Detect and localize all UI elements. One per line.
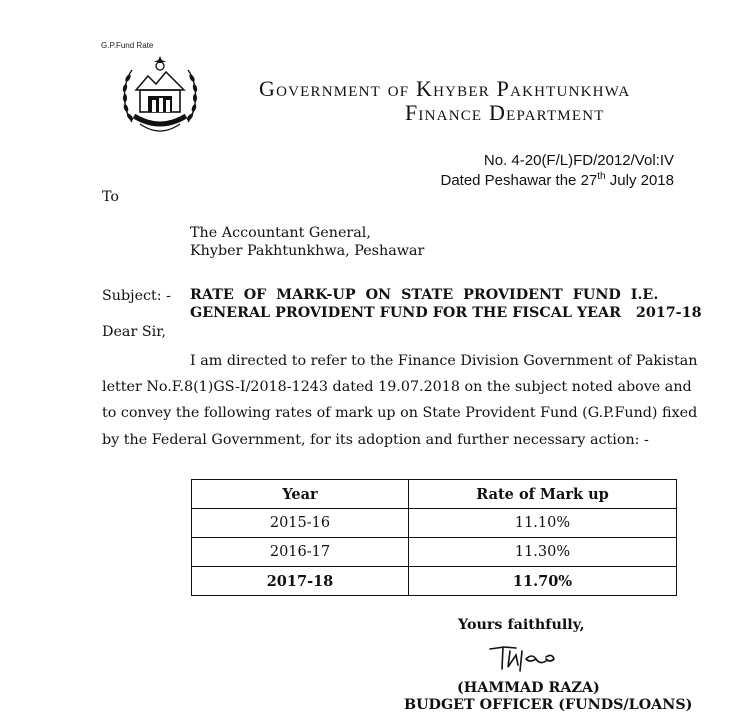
salutation: Dear Sir, (102, 324, 167, 340)
markup-rates-table (191, 479, 677, 596)
table-header-row (192, 480, 677, 509)
body-line-3: to convey the following rates of mark up on State Provident Fund (G.P.Fund) fixed (102, 405, 698, 421)
cell-year: 2015-16 (192, 509, 409, 538)
letter-date (440, 171, 674, 189)
signatory-designation: BUDGET OFFICER (FUNDS/LOANS) (404, 697, 693, 713)
kp-government-emblem (118, 52, 202, 144)
cell-rate: 11.10% (409, 509, 677, 538)
recipient-line-1: The Accountant General, (190, 225, 371, 241)
signatory-name: (HAMMAD RAZA) (457, 680, 600, 696)
date-prefix: Dated Peshawar the 27 (440, 172, 598, 189)
cell-rate: 11.70% (409, 567, 677, 596)
recipient-line-2: Khyber Pakhtunkhwa, Peshawar (190, 243, 425, 259)
cell-year: 2016-17 (192, 538, 409, 567)
handwritten-signature (486, 641, 566, 677)
body-line-4: by the Federal Government, for its adoption and further necessary action: - (102, 432, 649, 448)
body-line-2: letter No.F.8(1)GS-I/2018-1243 dated 19.07.2018 on the subject noted above and (102, 379, 692, 395)
cell-year: 2017-18 (192, 567, 409, 596)
date-month-year: July 2018 (605, 172, 674, 189)
date-suffix-superscript: th (597, 171, 606, 182)
reference-number: No. 4-20(F/L)FD/2012/Vol:IV (483, 152, 674, 169)
file-tag: G.P.Fund Rate (101, 41, 154, 50)
valediction: Yours faithfully, (458, 617, 585, 633)
table-row (192, 538, 677, 567)
table-row (192, 567, 677, 596)
to-label: To (102, 189, 120, 205)
organization-name: Government of Khyber Pakhtunkhwa (259, 76, 631, 101)
body-line-1: I am directed to refer to the Finance Division Government of Pakistan (190, 353, 698, 369)
subject-line-1: RATE OF MARK-UP ON STATE PROVIDENT FUND I.E. (190, 287, 659, 303)
subject-label: Subject: - (102, 288, 171, 304)
table-row (192, 509, 677, 538)
header-rate: Rate of Mark up (409, 480, 677, 509)
subject-line-2: GENERAL PROVIDENT FUND FOR THE FISCAL YEAR 2017-18 (190, 305, 702, 321)
cell-rate: 11.30% (409, 538, 677, 567)
department-name: Finance Department (405, 100, 605, 125)
header-year: Year (192, 480, 409, 509)
